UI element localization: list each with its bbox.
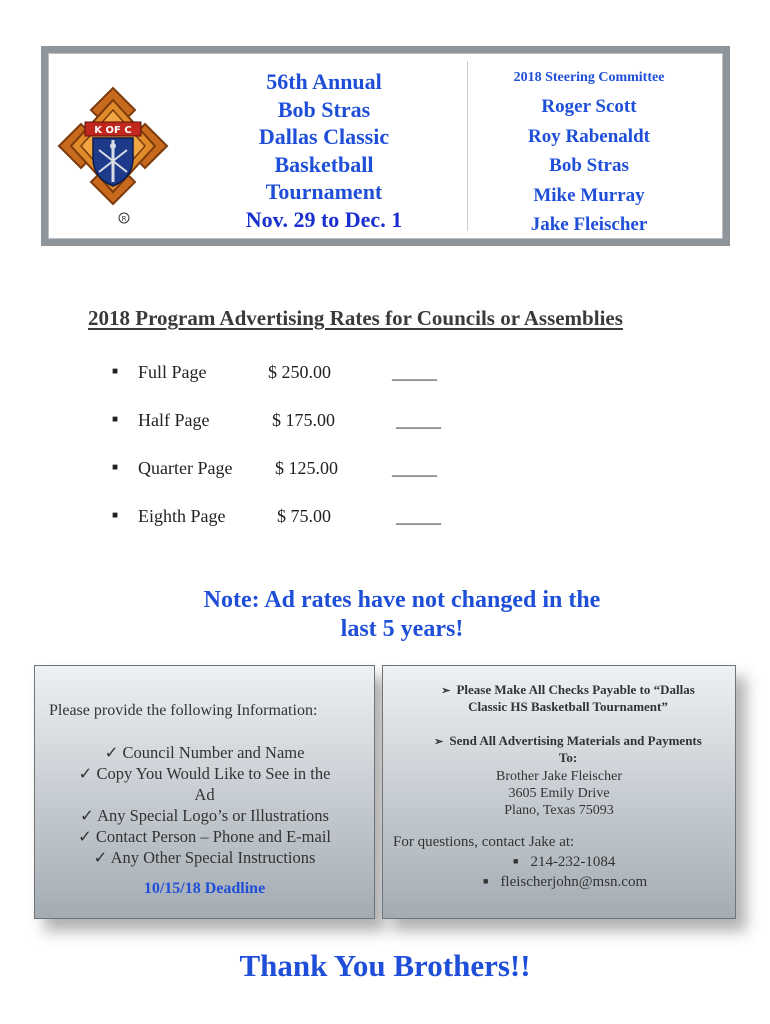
thank-you-message: Thank You Brothers!! (239, 948, 531, 983)
rate-name: Eighth Page (138, 506, 226, 526)
event-line: Bob Stras (277, 96, 371, 122)
send-materials-note: ➢ Send All Advertising Materials and Payments To: (434, 733, 702, 765)
event-line: 56th Annual (266, 69, 382, 94)
event-line: Basketball (274, 151, 374, 177)
contact-phone: ■ 214-232-1084 (513, 854, 616, 870)
checkmark-icon: ✓ (93, 848, 111, 867)
rates-title: 2018 Program Advertising Rates for Councils or Assemblies (88, 306, 623, 330)
header-divider (467, 61, 468, 231)
rate-name: Half Page (138, 410, 210, 430)
note-line: Note: Ad rates have not changed in the (203, 587, 601, 613)
committee-member: Bob Stras (549, 155, 629, 176)
steering-committee (474, 70, 704, 240)
note-line: last 5 years! (340, 616, 464, 642)
checkmark-icon: ✓ (104, 743, 123, 762)
checkmark-icon: ✓ (78, 764, 97, 783)
square-bullet-icon: ■ (513, 856, 519, 866)
rate-price: $ 75.00 (277, 506, 331, 526)
committee-title: 2018 Steering Committee (513, 70, 665, 85)
rate-row (112, 410, 512, 458)
square-bullet-icon: ■ (112, 366, 119, 377)
rate-price: $ 125.00 (275, 458, 338, 478)
checklist-item: ✓ Contact Person – Phone and E-mail (77, 827, 332, 846)
mailing-address (383, 768, 735, 819)
knights-of-columbus-emblem (57, 86, 169, 226)
questions-line: For questions, contact Jake at: (393, 834, 575, 850)
square-bullet-icon: ■ (112, 510, 119, 521)
rate-row (112, 506, 512, 554)
arrow-bullet-icon: ➢ (441, 685, 451, 697)
checklist-item: ✓ Council Number and Name (104, 743, 305, 762)
payment-panel (382, 665, 736, 919)
committee-member: Roy Rabenaldt (528, 125, 650, 147)
contact-email: ■ fleischerjohn@msn.com (483, 874, 648, 890)
header-box (48, 53, 723, 239)
svg-text:R: R (121, 215, 127, 223)
rate-name: Full Page (138, 362, 207, 382)
address-line: Brother Jake Fleischer (496, 769, 622, 784)
committee-member: Jake Fleischer (530, 214, 648, 235)
checks-payable-note: ➢ Please Make All Checks Payable to “Dallas Classic HS Basketball Tournament” (441, 682, 695, 714)
committee-member: Mike Murray (533, 184, 645, 206)
rate-row (112, 362, 512, 410)
rate-blank: _____ (392, 458, 437, 478)
rate-blank: _____ (396, 506, 441, 526)
event-dates: Nov. 29 to Dec. 1 (245, 206, 403, 232)
rates-list (112, 362, 512, 554)
rate-blank: _____ (392, 362, 437, 382)
rate-row (112, 458, 512, 506)
event-title-block (199, 68, 449, 233)
square-bullet-icon: ■ (483, 876, 489, 886)
address-line: 3605 Emily Drive (508, 786, 610, 801)
header-frame (41, 46, 730, 246)
arrow-bullet-icon: ➢ (434, 736, 444, 748)
event-line: Tournament (265, 179, 383, 204)
checklist-item-continued: Ad (194, 785, 215, 804)
checklist-item: ✓ Any Special Logo’s or Illustrations (80, 806, 329, 825)
event-line: Dallas Classic (258, 124, 390, 149)
checkmark-icon: ✓ (77, 827, 96, 846)
committee-member: Roger Scott (541, 96, 637, 117)
checklist-item: ✓ Any Other Special Instructions (93, 848, 316, 867)
rate-price: $ 175.00 (272, 410, 335, 430)
checklist-item: ✓ Copy You Would Like to See in the (78, 764, 331, 783)
info-panel (34, 665, 375, 919)
rate-price: $ 250.00 (268, 362, 331, 382)
rate-name: Quarter Page (138, 458, 233, 478)
logo-letters: K OF C (94, 125, 132, 136)
deadline: 10/15/18 Deadline (143, 880, 266, 897)
rates-note (110, 586, 694, 644)
rate-blank: _____ (396, 410, 441, 430)
square-bullet-icon: ■ (112, 462, 119, 473)
checkmark-icon: ✓ (80, 806, 98, 825)
info-intro: Please provide the following Information: (49, 702, 318, 719)
contact-list (483, 853, 647, 893)
square-bullet-icon: ■ (112, 414, 119, 425)
info-checklist (35, 742, 374, 868)
address-line: Plano, Texas 75093 (504, 803, 614, 818)
